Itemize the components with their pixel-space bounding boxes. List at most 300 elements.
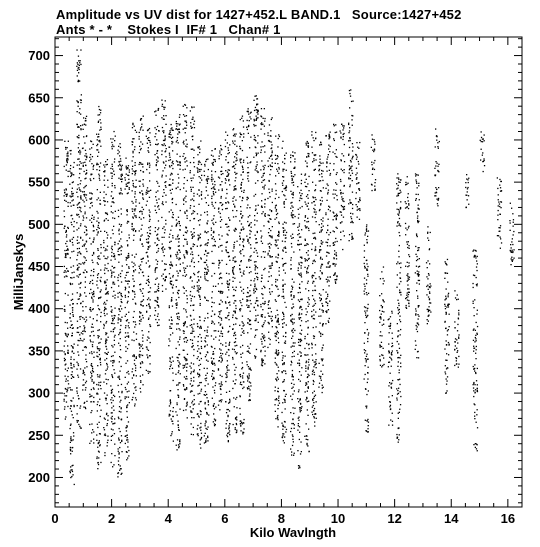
data-point [304, 436, 305, 437]
data-point [263, 169, 264, 170]
data-point [108, 337, 109, 338]
data-point [93, 166, 94, 167]
data-point [73, 237, 74, 238]
data-point [90, 372, 91, 373]
data-point [257, 252, 258, 253]
data-point [242, 432, 243, 433]
data-point [64, 406, 65, 407]
data-point [212, 263, 213, 264]
data-point [83, 220, 84, 221]
data-point [207, 440, 208, 441]
data-point [169, 211, 170, 212]
data-point [142, 341, 143, 342]
data-point [176, 123, 177, 124]
data-point [220, 324, 221, 325]
data-point [191, 434, 192, 435]
data-point [134, 228, 135, 229]
data-point [92, 327, 93, 328]
data-point [77, 405, 78, 406]
data-point [243, 171, 244, 172]
data-point [72, 465, 73, 466]
data-point [114, 140, 115, 141]
data-point [100, 410, 101, 411]
data-point [183, 245, 184, 246]
data-point [272, 202, 273, 203]
data-point [232, 198, 233, 199]
data-point [78, 363, 79, 364]
data-point [192, 119, 193, 120]
data-point [179, 156, 180, 157]
data-point [313, 370, 314, 371]
data-point [114, 242, 115, 243]
data-point [235, 311, 236, 312]
data-point [293, 319, 294, 320]
data-point [73, 205, 74, 206]
data-point [307, 376, 308, 377]
data-point [192, 401, 193, 402]
data-point [120, 273, 121, 274]
data-point [86, 136, 87, 137]
data-point [226, 180, 227, 181]
data-point [292, 399, 293, 400]
data-point [111, 418, 112, 419]
data-point [192, 187, 193, 188]
data-point [104, 429, 105, 430]
data-point [234, 196, 235, 197]
data-point [149, 230, 150, 231]
data-point [93, 294, 94, 295]
data-point [148, 338, 149, 339]
data-point [227, 365, 228, 366]
data-point [247, 239, 248, 240]
data-point [219, 303, 220, 304]
data-point [157, 264, 158, 265]
data-point [126, 275, 127, 276]
data-point [213, 218, 214, 219]
data-point [211, 179, 212, 180]
data-point [201, 195, 202, 196]
data-point [313, 140, 314, 141]
data-point [80, 264, 81, 265]
data-point [308, 304, 309, 305]
data-point [284, 442, 285, 443]
data-point [254, 284, 255, 285]
data-point [206, 186, 207, 187]
data-point [282, 323, 283, 324]
data-point [264, 340, 265, 341]
data-point [315, 326, 316, 327]
data-point [233, 204, 234, 205]
data-point [80, 114, 81, 115]
data-point [163, 130, 164, 131]
data-point [92, 341, 93, 342]
data-point [228, 370, 229, 371]
data-point [77, 240, 78, 241]
data-point [194, 121, 195, 122]
data-point [114, 315, 115, 316]
data-point [91, 410, 92, 411]
data-point [276, 245, 277, 246]
data-point [225, 202, 226, 203]
data-point [215, 222, 216, 223]
data-point [308, 198, 309, 199]
data-point [192, 258, 193, 259]
data-point [134, 146, 135, 147]
data-point [158, 290, 159, 291]
data-point [241, 422, 242, 423]
data-point [199, 289, 200, 290]
data-point [305, 365, 306, 366]
data-point [106, 413, 107, 414]
data-point [274, 390, 275, 391]
data-point [162, 243, 163, 244]
data-point [270, 256, 271, 257]
data-point [201, 191, 202, 192]
data-point [71, 378, 72, 379]
data-point [163, 162, 164, 163]
data-point [73, 272, 74, 273]
data-point [226, 423, 227, 424]
data-point [82, 246, 83, 247]
data-point [172, 217, 173, 218]
data-point [148, 373, 149, 374]
data-point [132, 397, 133, 398]
data-point [178, 323, 179, 324]
data-point [176, 313, 177, 314]
data-point [126, 264, 127, 265]
data-point [186, 370, 187, 371]
data-point [122, 178, 123, 179]
data-point [184, 158, 185, 159]
data-point [80, 195, 81, 196]
data-point [228, 226, 229, 227]
data-point [272, 151, 273, 152]
data-point [164, 167, 165, 168]
data-point [77, 196, 78, 197]
data-point [193, 124, 194, 125]
data-point [307, 283, 308, 284]
data-point [292, 332, 293, 333]
data-point [186, 274, 187, 275]
data-point [91, 440, 92, 441]
data-point [186, 290, 187, 291]
data-point [65, 388, 66, 389]
data-point [177, 164, 178, 165]
data-point [192, 238, 193, 239]
data-point [173, 275, 174, 276]
data-point [214, 363, 215, 364]
data-point [207, 351, 208, 352]
data-point [311, 347, 312, 348]
data-point [208, 300, 209, 301]
data-point [249, 389, 250, 390]
data-point [162, 175, 163, 176]
data-point [193, 380, 194, 381]
data-point [100, 444, 101, 445]
data-point [86, 241, 87, 242]
data-point [122, 265, 123, 266]
data-point [247, 300, 248, 301]
data-point [171, 300, 172, 301]
data-point [128, 280, 129, 281]
data-point [172, 276, 173, 277]
data-point [73, 435, 74, 436]
data-point [235, 334, 236, 335]
data-point [150, 287, 151, 288]
data-point [79, 296, 80, 297]
data-point [93, 217, 94, 218]
data-point [103, 240, 104, 241]
data-point [264, 133, 265, 134]
data-point [294, 158, 295, 159]
data-point [282, 437, 283, 438]
data-point [264, 317, 265, 318]
data-point [278, 134, 279, 135]
data-point [261, 108, 262, 109]
data-point [176, 121, 177, 122]
data-point [83, 187, 84, 188]
data-point [170, 334, 171, 335]
data-point [218, 260, 219, 261]
data-point [82, 350, 83, 351]
data-point [142, 166, 143, 167]
data-point [283, 298, 284, 299]
data-point [106, 213, 107, 214]
data-point [83, 194, 84, 195]
data-point [86, 317, 87, 318]
data-point [257, 112, 258, 113]
data-point [264, 346, 265, 347]
data-point [158, 198, 159, 199]
data-point [199, 327, 200, 328]
data-point [66, 246, 67, 247]
data-point [304, 245, 305, 246]
data-point [93, 397, 94, 398]
data-point [111, 275, 112, 276]
data-point [240, 287, 241, 288]
data-point [76, 387, 77, 388]
data-point [172, 189, 173, 190]
data-point [118, 453, 119, 454]
data-point [165, 229, 166, 230]
data-point [125, 277, 126, 278]
data-point [69, 428, 70, 429]
data-point [112, 229, 113, 230]
data-point [268, 308, 269, 309]
data-point [76, 49, 77, 50]
data-point [156, 129, 157, 130]
data-point [139, 164, 140, 165]
data-point [248, 216, 249, 217]
data-point [98, 134, 99, 135]
data-point [107, 366, 108, 367]
data-point [277, 426, 278, 427]
data-point [275, 281, 276, 282]
data-point [207, 317, 208, 318]
data-point [157, 202, 158, 203]
data-point [161, 176, 162, 177]
data-point [268, 166, 269, 167]
data-point [70, 327, 71, 328]
data-point [91, 363, 92, 364]
data-point [111, 374, 112, 375]
data-point [172, 416, 173, 417]
data-point [97, 189, 98, 190]
data-point [260, 304, 261, 305]
data-point [98, 343, 99, 344]
data-point [140, 181, 141, 182]
data-point [119, 379, 120, 380]
data-point [105, 419, 106, 420]
data-point [92, 283, 93, 284]
data-point [178, 384, 179, 385]
data-point [249, 120, 250, 121]
data-point [308, 147, 309, 148]
data-point [73, 193, 74, 194]
data-point [112, 144, 113, 145]
data-point [114, 161, 115, 162]
data-point [91, 326, 92, 327]
data-point [313, 137, 314, 138]
data-point [307, 153, 308, 154]
data-point [307, 205, 308, 206]
data-point [314, 233, 315, 234]
data-point [294, 168, 295, 169]
data-point [322, 312, 323, 313]
data-point [228, 432, 229, 433]
data-point [168, 338, 169, 339]
data-point [240, 213, 241, 214]
data-point [246, 127, 247, 128]
data-point [313, 384, 314, 385]
data-point [176, 141, 177, 142]
data-point [290, 264, 291, 265]
data-point [90, 340, 91, 341]
data-point [71, 251, 72, 252]
data-point [165, 100, 166, 101]
data-point [166, 148, 167, 149]
data-point [80, 319, 81, 320]
data-point [212, 183, 213, 184]
data-point [140, 238, 141, 239]
data-point [275, 299, 276, 300]
data-point [277, 391, 278, 392]
data-point [175, 238, 176, 239]
data-point [229, 345, 230, 346]
data-point [278, 388, 279, 389]
data-point [155, 144, 156, 145]
data-point [158, 240, 159, 241]
data-point [72, 293, 73, 294]
data-point [105, 373, 106, 374]
data-point [190, 305, 191, 306]
data-point [105, 248, 106, 249]
data-point [134, 126, 135, 127]
data-point [184, 270, 185, 271]
data-point [255, 269, 256, 270]
data-point [67, 254, 68, 255]
data-point [278, 255, 279, 256]
data-point [183, 350, 184, 351]
point-cluster [260, 108, 266, 366]
data-point [93, 219, 94, 220]
data-point [275, 159, 276, 160]
data-point [71, 374, 72, 375]
data-point [119, 233, 120, 234]
data-point [78, 135, 79, 136]
data-point [207, 183, 208, 184]
data-point [73, 226, 74, 227]
data-point [135, 193, 136, 194]
data-point [257, 300, 258, 301]
data-point [132, 151, 133, 152]
data-point [107, 256, 108, 257]
data-point [171, 297, 172, 298]
data-point [199, 162, 200, 163]
data-point [243, 422, 244, 423]
data-point [163, 107, 164, 108]
data-point [98, 121, 99, 122]
data-point [134, 294, 135, 295]
data-point [66, 336, 67, 337]
data-point [279, 267, 280, 268]
data-point [282, 357, 283, 358]
data-point [308, 306, 309, 307]
data-point [170, 255, 171, 256]
data-point [98, 443, 99, 444]
data-point [211, 230, 212, 231]
data-point [104, 220, 105, 221]
data-point [135, 386, 136, 387]
data-point [70, 257, 71, 258]
data-point [242, 169, 243, 170]
data-point [205, 442, 206, 443]
data-point [213, 353, 214, 354]
data-point [236, 431, 237, 432]
data-point [78, 398, 79, 399]
data-point [161, 150, 162, 151]
data-point [268, 332, 269, 333]
data-point [298, 423, 299, 424]
data-point [228, 147, 229, 148]
data-point [72, 239, 73, 240]
data-point [154, 127, 155, 128]
data-point [192, 117, 193, 118]
data-point [260, 129, 261, 130]
data-point [66, 164, 67, 165]
data-point [313, 405, 314, 406]
data-point [180, 189, 181, 190]
data-point [73, 439, 74, 440]
data-point [227, 172, 228, 173]
data-point [148, 285, 149, 286]
data-point [118, 438, 119, 439]
data-point [213, 286, 214, 287]
data-point [206, 394, 207, 395]
data-point [284, 400, 285, 401]
data-point [172, 306, 173, 307]
data-point [90, 154, 91, 155]
data-point [226, 317, 227, 318]
data-point [177, 415, 178, 416]
data-point [70, 313, 71, 314]
data-point [170, 159, 171, 160]
data-point [278, 367, 279, 368]
data-point [112, 283, 113, 284]
data-point [84, 162, 85, 163]
data-point [233, 274, 234, 275]
data-point [192, 296, 193, 297]
